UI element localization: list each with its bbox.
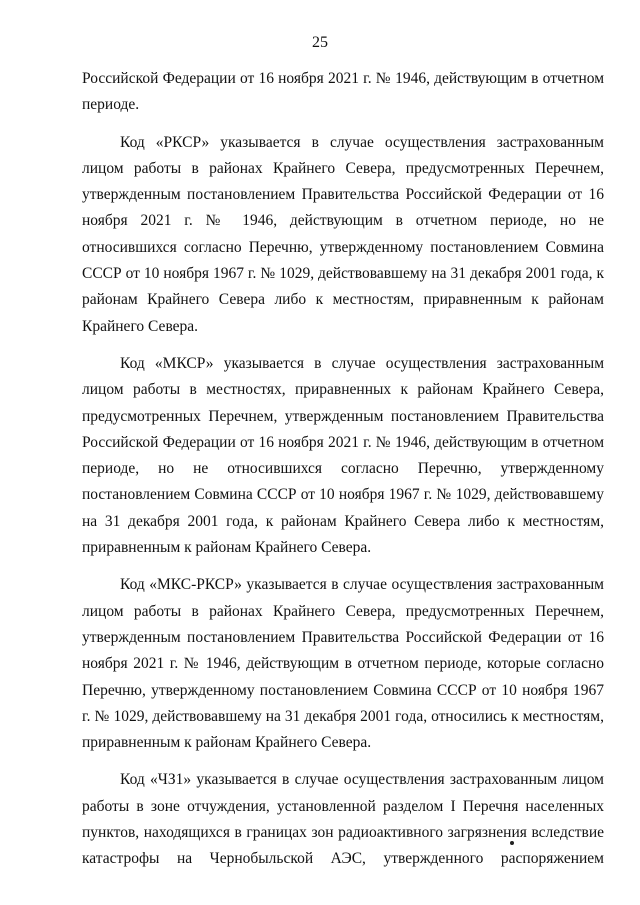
paragraph-continuation: Российской Федерации от 16 ноября 2021 г. № 1946, действующим в отчетном периоде.: [82, 70, 604, 114]
paragraph-code-mksr: Код «МКСР» указывается в случае осуществления застрахованным лицом работы в местностях, приравненных к районам Крайнего Севера, предусмотренных Перечнем, утвержденным постановлением Правительства Российской Федерации от 16 ноября 2021 г. № 1946, действующим в отчетном периоде, но не относившихся согласно Перечню, утвержденному постановлением Совмина СССР от 10 ноября 1967 г. № 1029, действовавшему на 31 декабря 2001 года, к районам Крайнего Севера либо к местностям, приравненным к районам Крайнего Севера.: [82, 354, 604, 557]
paragraph-code-chz1: Код «ЧЗ1» указывается в случае осуществления застрахованным лицом работы в зоне отчуждения, установленной разделом I Перечня населенных пунктов, находящихся в границах зон радиоактивного загрязнения вследствие катастрофы на Чернобыльской АЭС, утвержденного распоряжением: [82, 771, 604, 868]
document-body: [82, 66, 604, 884]
paragraph-code-mks-rksr: Код «МКС-РКСР» указывается в случае осуществления застрахованным лицом работы в районах Крайнего Севера, предусмотренных Перечнем, утвержденным постановлением Правительства Российской Федерации от 16 ноября 2021 г. № 1946, действующим в отчетном периоде, которые согласно Перечню, утвержденному постановлением Совмина СССР от 10 ноября 1967 г. № 1029, действовавшему на 31 декабря 2001 года, относились к местностям, приравненным к районам Крайнего Севера.: [82, 576, 604, 752]
scan-dot-mark: [510, 841, 514, 845]
page-number: 25: [312, 34, 328, 51]
paragraph-code-rksr: Код «РКСР» указывается в случае осуществления застрахованным лицом работы в районах Крайнего Севера, предусмотренных Перечнем, утвержденным постановлением Правительства Российской Федерации от 16 ноября 2021 г. № 1946, действующим в отчетном периоде, но не относившихся согласно Перечню, утвержденному постановлением Совмина СССР от 10 ноября 1967 г. № 1029, действовавшему на 31 декабря 2001 года, к районам Крайнего Севера либо к местностям, приравненным к районам Крайнего Севера.: [82, 133, 604, 335]
